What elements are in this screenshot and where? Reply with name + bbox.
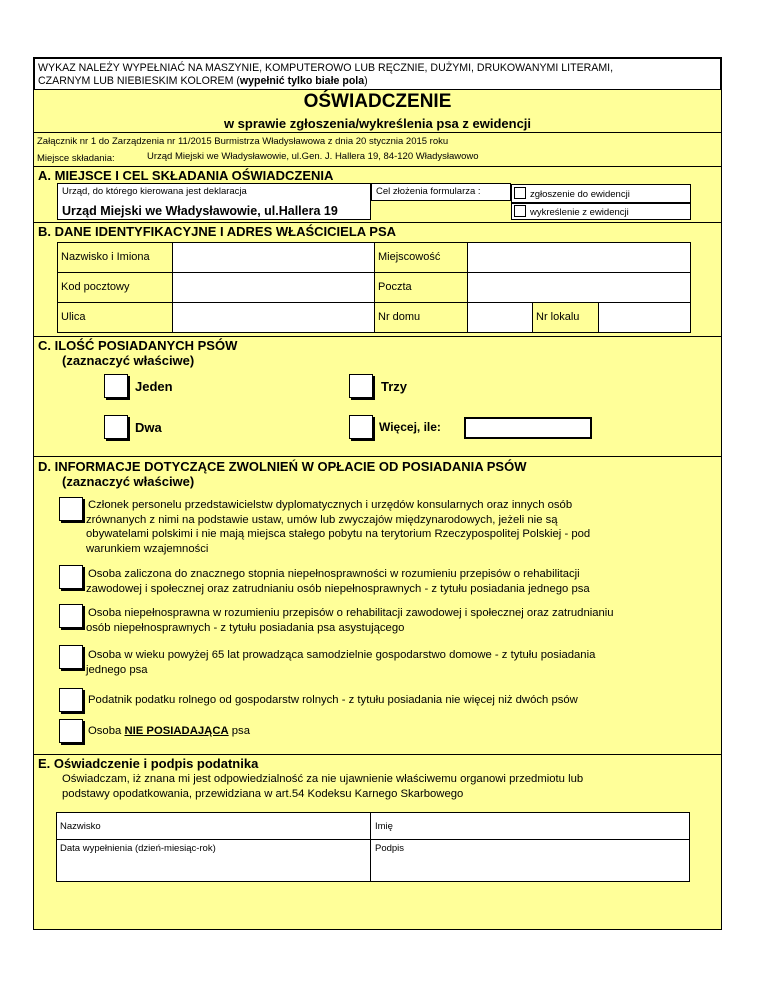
- office-value: Urząd Miejski we Władysławowie, ul.Hallera 19: [62, 204, 338, 218]
- signature-table: [56, 812, 690, 882]
- surname-input[interactable]: [173, 243, 374, 272]
- register-option[interactable]: [511, 184, 691, 203]
- post-input[interactable]: [468, 273, 690, 302]
- dogs-two-label: Dwa: [135, 420, 162, 435]
- form-title: OŚWIADCZENIE: [303, 91, 452, 112]
- dogs-more-label: Więcej, ile:: [379, 420, 441, 434]
- dogs-two-checkbox[interactable]: [104, 415, 128, 439]
- annex-note: Załącznik nr 1 do Zarządzenia nr 11/2015 Burmistrza Władysławowa z dnia 20 stycznia 2015 roku: [37, 136, 449, 147]
- divider: [34, 336, 721, 337]
- exemption-farmer-text: Podatnik podatku rolnego od gospodarstw rolnych - z tytułu posiadania nie więcej niż dwóch psów: [88, 694, 578, 706]
- exemption-disability-text: Osoba zaliczona do znacznego stopnia niepełnosprawności w rozumieniu przepisów o rehabilitacji zawodowej i społecznej oraz zatrudnianiu osób niepełnosprawnych - z tytułu posiadania jednego psa: [86, 568, 590, 595]
- remove-option[interactable]: [511, 203, 691, 220]
- street-input[interactable]: [173, 303, 374, 332]
- section-e-title: E. Oświadczenie i podpis podatnika: [38, 756, 259, 771]
- exemption-senior-text: Osoba w wieku powyżej 65 lat prowadząca samodzielnie gospodarstwo domowe - z tytułu posiadania jednego psa: [86, 649, 596, 676]
- section-d-title: D. INFORMACJE DOTYCZĄCE ZWOLNIEŃ W OPŁACIE OD POSIADANIA PSÓW: [38, 459, 527, 474]
- city-input[interactable]: [468, 243, 690, 272]
- place-label: Miejsce składania:: [37, 153, 115, 164]
- divider: [34, 132, 721, 133]
- register-checkbox[interactable]: [514, 187, 526, 199]
- form-subtitle: w sprawie zgłoszenia/wykreślenia psa z ewidencji: [223, 116, 532, 131]
- exemption-senior-checkbox[interactable]: [59, 645, 83, 669]
- signer-name-label: Imię: [375, 821, 393, 832]
- office-box: [57, 183, 371, 220]
- section-a-title: A. MIEJSCE I CEL SKŁADANIA OŚWIADCZENIA: [38, 168, 334, 183]
- exemption-farmer-checkbox[interactable]: [59, 688, 83, 712]
- signer-name-input[interactable]: [372, 813, 688, 839]
- instruction-box: [34, 58, 721, 90]
- dogs-more-checkbox[interactable]: [349, 415, 373, 439]
- exemption-diplomat-checkbox[interactable]: [59, 497, 83, 521]
- instruction-line-1: WYKAZ NALEŻY WYPEŁNIAĆ NA MASZYNIE, KOMPUTEROWO LUB RĘCZNIE, DUŻYMI, DRUKOWANYMI LITERAMI,: [38, 62, 614, 74]
- post-label: Poczta: [378, 281, 412, 293]
- office-label: Urząd, do którego kierowana jest deklaracja: [62, 186, 247, 197]
- register-label: zgłoszenie do ewidencji: [530, 189, 630, 200]
- house-label: Nr domu: [378, 311, 421, 323]
- signer-surname-label: Nazwisko: [60, 821, 101, 832]
- flat-label: Nr lokalu: [536, 311, 580, 323]
- exemption-disability-checkbox[interactable]: [59, 565, 83, 589]
- signature-label: Podpis: [375, 843, 405, 854]
- postcode-label: Kod pocztowy: [61, 281, 130, 293]
- postcode-input[interactable]: [173, 273, 374, 302]
- purpose-box: [371, 183, 511, 201]
- purpose-label: Cel złożenia formularza :: [376, 186, 481, 197]
- section-c-title: C. ILOŚĆ POSIADANYCH PSÓW: [38, 338, 238, 353]
- dogs-three-label: Trzy: [381, 379, 408, 394]
- dogs-one-label: Jeden: [135, 379, 173, 394]
- remove-label: wykreślenie z ewidencji: [530, 207, 629, 218]
- instruction-line-2: CZARNYM LUB NIEBIESKIM KOLOREM (wypełnić tylko białe pola): [38, 75, 368, 87]
- section-d-subtitle: (zaznaczyć właściwe): [62, 474, 195, 489]
- exemption-assistance-dog-text: Osoba niepełnosprawna w rozumieniu przepisów o rehabilitacji zawodowej i społecznej oraz zatrudnianiu osób niepełnosprawnych - z tytułu posiadania psa asystującego: [86, 607, 614, 634]
- remove-checkbox[interactable]: [514, 205, 526, 217]
- fill-date-input[interactable]: [57, 841, 370, 881]
- divider: [34, 754, 721, 755]
- dogs-one-checkbox[interactable]: [104, 374, 128, 398]
- fill-date-label: Data wypełnienia (dzień-miesiąc-rok): [60, 843, 216, 854]
- signature-input[interactable]: [372, 841, 688, 881]
- surname-label: Nazwisko i Imiona: [61, 251, 150, 263]
- city-label: Miejscowość: [378, 251, 441, 263]
- exemption-diplomat-text: Członek personelu przedstawicielstw dyplomatycznych i urzędów konsularnych oraz innych osób zrównanych z nimi na podstawie ustaw, umów lub zwyczajów międzynarodowych, jeżeli nie są obywatelami polskimi i nie mają miejsca stałego pobytu na terytorium Rzeczypospolitej Polskiej - pod warunkiem wzajemności: [86, 499, 591, 555]
- section-b-title: B. DANE IDENTYFIKACYJNE I ADRES WŁAŚCICIELA PSA: [38, 224, 397, 239]
- owner-table: [57, 242, 691, 333]
- dogs-more-count-input[interactable]: [464, 417, 592, 439]
- no-dog-text: Osoba NIE POSIADAJĄCA psa: [88, 725, 250, 737]
- house-input[interactable]: [468, 303, 532, 332]
- divider: [34, 456, 721, 457]
- section-c-subtitle: (zaznaczyć właściwe): [62, 353, 195, 368]
- flat-input[interactable]: [599, 303, 690, 332]
- statement-text: Oświadczam, iż znana mi jest odpowiedzialność za nie ujawnienie właściwemu organowi przedmiotu lub podstawy opodatkowania, przewidziana w art.54 Kodeksu Karnego Skarbowego: [62, 773, 584, 800]
- street-label: Ulica: [61, 311, 86, 323]
- no-dog-checkbox[interactable]: [59, 719, 83, 743]
- signer-surname-input[interactable]: [57, 813, 370, 839]
- divider: [34, 222, 721, 223]
- dogs-three-checkbox[interactable]: [349, 374, 373, 398]
- exemption-assistance-dog-checkbox[interactable]: [59, 604, 83, 628]
- divider: [34, 166, 721, 167]
- place-value: Urząd Miejski we Władysławowie, ul.Gen. J. Hallera 19, 84-120 Władysławowo: [147, 151, 479, 162]
